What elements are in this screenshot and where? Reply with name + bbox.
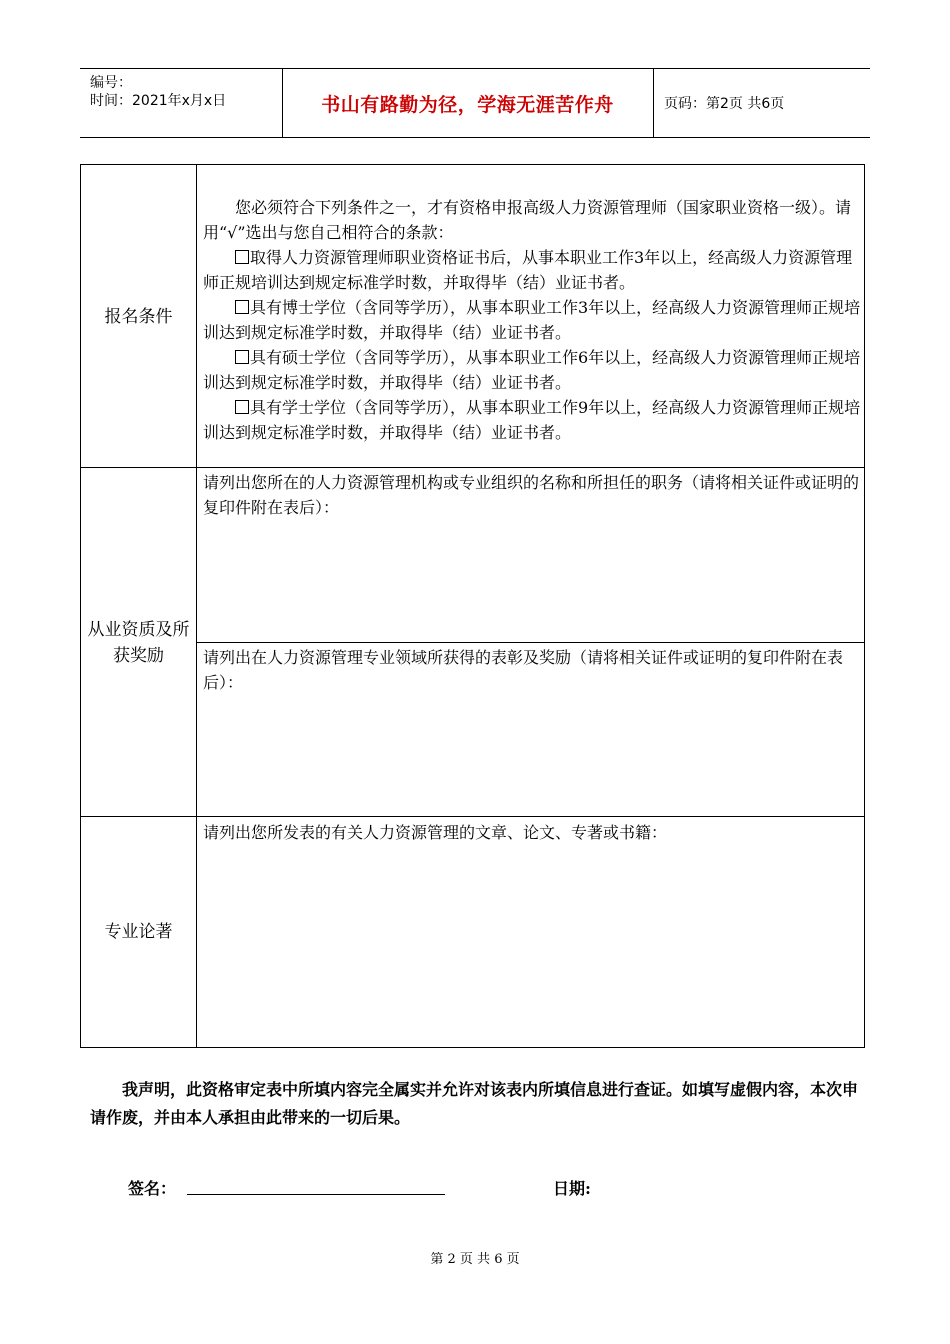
header-page-cell <box>654 69 870 137</box>
header-meta <box>80 69 283 137</box>
signature-label: 签名： <box>128 1179 177 1198</box>
checkbox-option-1[interactable] <box>235 250 249 264</box>
qualification-form-table <box>80 164 865 1048</box>
eligibility-text <box>203 195 863 445</box>
eligibility-option: 具有硕士学位（含同等学历），从事本职业工作6年以上，经高级人力资源管理师正规培训达到规定标准学时数，并取得毕（结）业证书者。 <box>203 348 861 392</box>
eligibility-option: 具有学士学位（含同等学历），从事本职业工作9年以上，经高级人力资源管理师正规培训达到规定标准学时数，并取得毕（结）业证书者。 <box>203 398 861 442</box>
row-label-eligibility: 报名条件 <box>81 165 197 468</box>
declaration-text: 我声明，此资格审定表中所填内容完全属实并允许对该表内所填信息进行查证。如填写虚假内容，本次申请作废，并由本人承担由此带来的一切后果。 <box>90 1080 859 1127</box>
row-divider <box>81 467 864 468</box>
qualifications-org-prompt: 请列出您所在的人力资源管理机构或专业组织的名称和所担任的职务（请将相关证件或证明的复印件附在表后）： <box>203 473 860 517</box>
page-header <box>80 68 870 138</box>
checkbox-option-4[interactable] <box>235 400 249 414</box>
subrow-divider <box>197 642 864 643</box>
page-footer: 第 2 页 共 6 页 <box>430 1252 520 1267</box>
signature-line[interactable] <box>187 1194 445 1195</box>
row-label-publications: 专业论著 <box>81 817 197 1047</box>
publications-prompt: 请列出您所发表的有关人力资源管理的文章、论文、专著或书籍： <box>203 823 668 842</box>
awards-prompt: 请列出在人力资源管理专业领域所获得的表彰及奖励（请将相关证件或证明的复印件附在表后）： <box>203 648 844 692</box>
page-label: 页码：第2页 共6页 <box>664 96 785 112</box>
eligibility-intro: 您必须符合下列条件之一，才有资格申报高级人力资源管理师（国家职业资格一级）。请用“√”选出与您自己相符合的条款： <box>203 198 852 242</box>
date-label: 日期: <box>553 1179 591 1198</box>
header-motto-cell <box>282 69 654 137</box>
checkbox-option-3[interactable] <box>235 350 249 364</box>
row-divider <box>81 816 864 817</box>
checkbox-option-2[interactable] <box>235 300 249 314</box>
eligibility-option: 取得人力资源管理师职业资格证书后，从事本职业工作3年以上，经高级人力资源管理师正规培训达到规定标准学时数，并取得毕（结）业证书者。 <box>203 248 853 292</box>
row-label-qualifications: 从业资质及所获奖励 <box>81 468 197 817</box>
motto: 书山有路勤为径，学海无涯苦作舟 <box>321 93 614 116</box>
time-label: 时间：2021年x月x日 <box>90 93 227 109</box>
serial-label: 编号： <box>90 75 132 91</box>
eligibility-option: 具有博士学位（含同等学历），从事本职业工作3年以上，经高级人力资源管理师正规培训达到规定标准学时数，并取得毕（结）业证书者。 <box>203 298 861 342</box>
